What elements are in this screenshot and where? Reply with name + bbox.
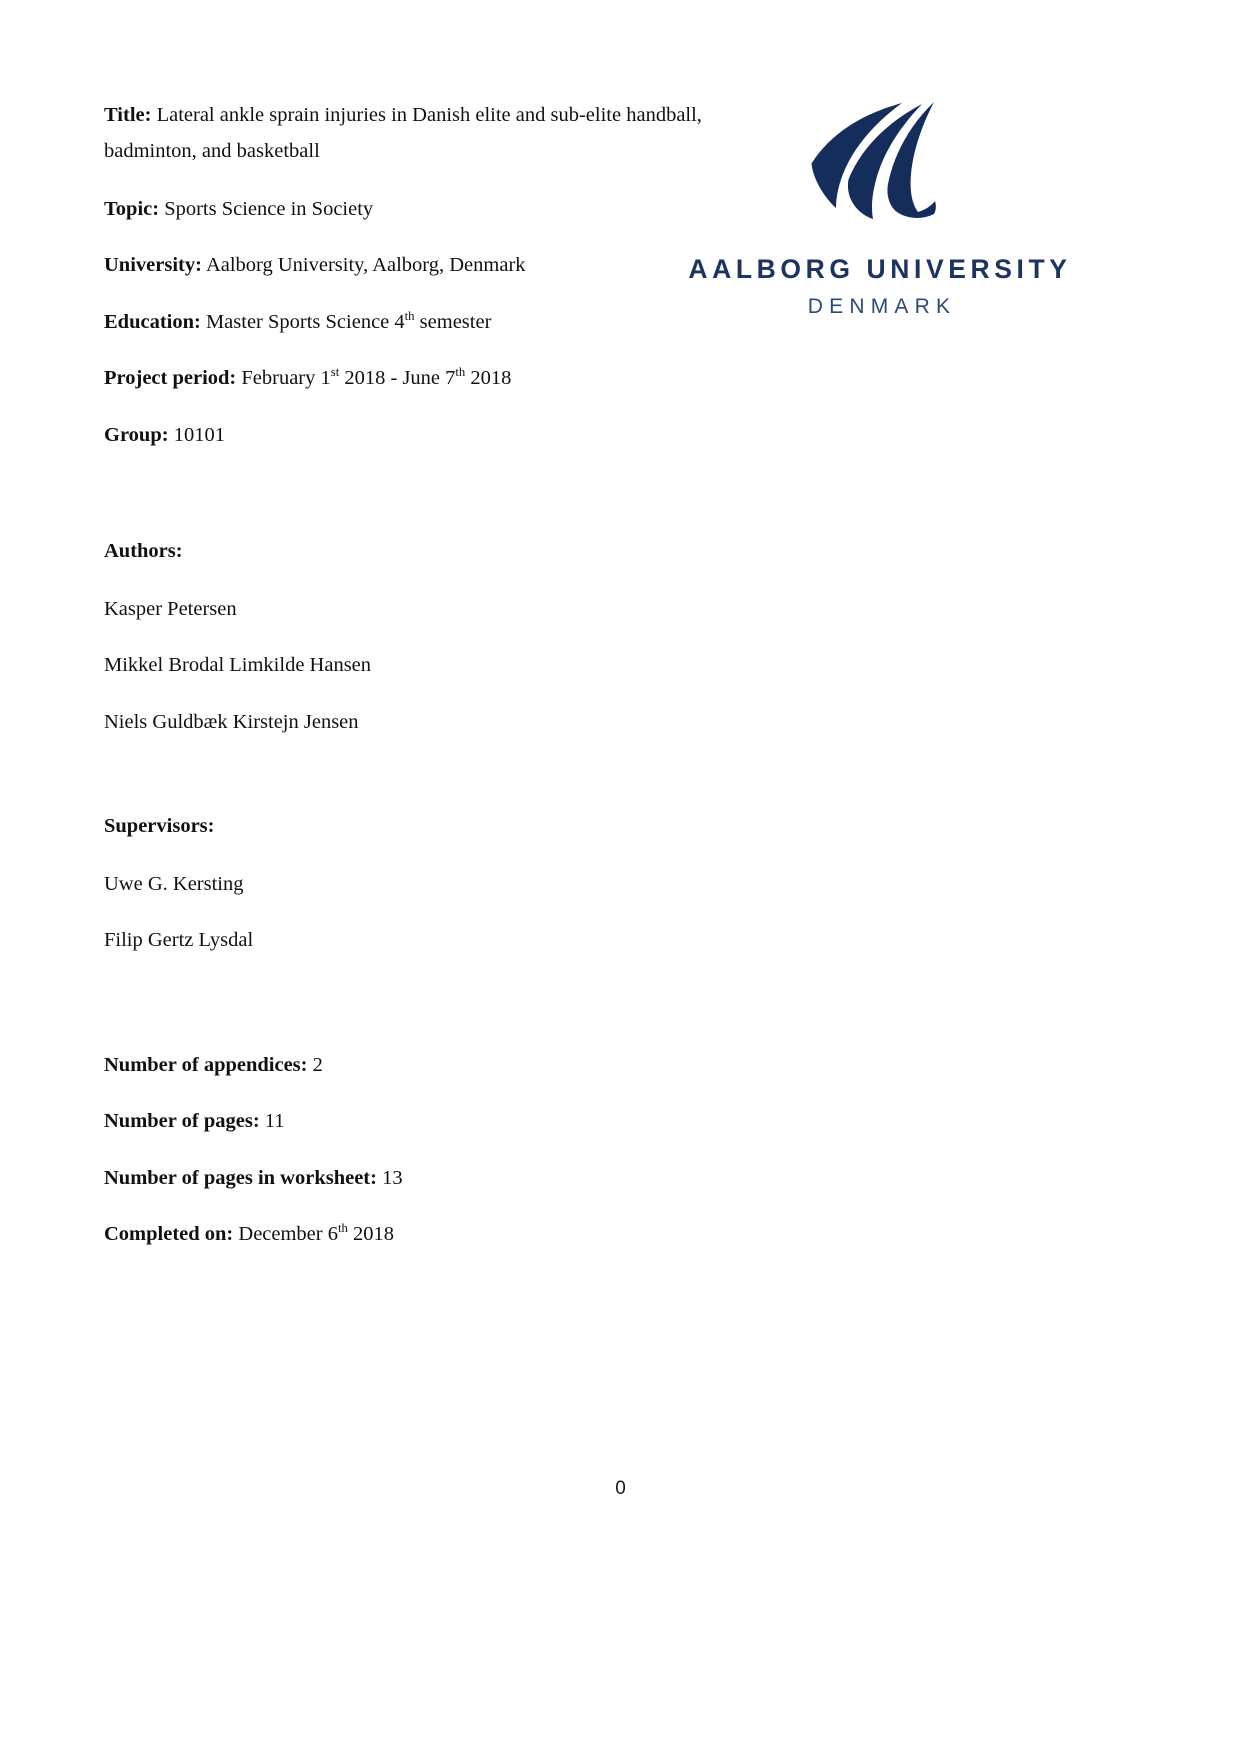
logo-subword-denmark: DENMARK [807, 294, 957, 318]
field-education [104, 308, 724, 333]
field-completed-on-year: 2018 [347, 1223, 395, 1246]
field-project-period-ordinal-start: st [330, 365, 340, 380]
field-group-label: Group: [104, 423, 169, 446]
field-number-of-pages [104, 1111, 724, 1132]
field-project-period-ordinal-end: th [455, 365, 466, 380]
field-number-of-pages-label: Number of pages: [104, 1110, 260, 1133]
field-title-label: Title: [104, 104, 152, 126]
field-completed-on [104, 1221, 724, 1246]
section-spacer-authors [104, 481, 724, 541]
field-completed-on-ordinal: th [338, 1221, 348, 1236]
supervisor-name: Filip Gertz Lysdal [104, 929, 254, 952]
aalborg-university-logo [688, 100, 1072, 318]
field-number-of-pages-worksheet [104, 1168, 724, 1189]
field-project-period-label: Project period: [104, 367, 237, 390]
field-group [104, 425, 724, 446]
author-name: Kasper Petersen [104, 597, 237, 620]
field-project-period [104, 365, 724, 390]
logo-wordmark: AALBORG UNIVERSITY [688, 254, 1072, 284]
field-education-value: Master Sports Science 4 [205, 310, 405, 333]
field-number-of-pages-worksheet-value: 13 [382, 1166, 403, 1189]
field-project-period-start: February 1 [241, 367, 331, 390]
field-number-of-appendices-value: 2 [312, 1053, 323, 1076]
field-university-label: University: [104, 254, 202, 277]
title-page-fields [104, 98, 724, 1281]
author-name: Mikkel Brodal Limkilde Hansen [104, 654, 372, 677]
section-spacer-counts [104, 987, 724, 1055]
field-topic-label: Topic: [104, 197, 160, 220]
field-group-value: 10101 [173, 423, 225, 446]
field-completed-on-date: December 6 [238, 1223, 338, 1246]
section-spacer-supervisors [104, 768, 724, 816]
field-topic-value: Sports Science in Society [164, 197, 374, 220]
field-number-of-pages-worksheet-label: Number of pages in worksheet: [104, 1166, 377, 1189]
field-education-label: Education: [104, 310, 201, 333]
author-name: Niels Guldbæk Kirstejn Jensen [104, 710, 359, 733]
field-education-value-suffix: semester [414, 310, 492, 333]
field-title-value: Lateral ankle sprain injuries in Danish elite and sub-elite handball, badminton, and basketball [104, 104, 702, 162]
field-number-of-pages-value: 11 [264, 1110, 285, 1133]
field-university [104, 255, 724, 276]
field-title [104, 98, 724, 170]
field-university-value: Aalborg University, Aalborg, Denmark [205, 254, 526, 277]
field-education-ordinal: th [404, 308, 415, 323]
field-topic [104, 199, 724, 220]
authors-heading: Authors: [104, 540, 183, 563]
field-number-of-appendices-label: Number of appendices: [104, 1053, 308, 1076]
field-number-of-appendices [104, 1055, 724, 1076]
field-project-period-end: 2018 [465, 367, 512, 390]
supervisors-heading: Supervisors: [104, 815, 215, 838]
aalborg-university-logo-mark [806, 100, 954, 222]
supervisor-name: Uwe G. Kersting [104, 872, 244, 895]
page-number: 0 [615, 1478, 626, 1499]
field-project-period-middle: 2018 - June 7 [339, 367, 456, 390]
field-completed-on-label: Completed on: [104, 1223, 234, 1246]
